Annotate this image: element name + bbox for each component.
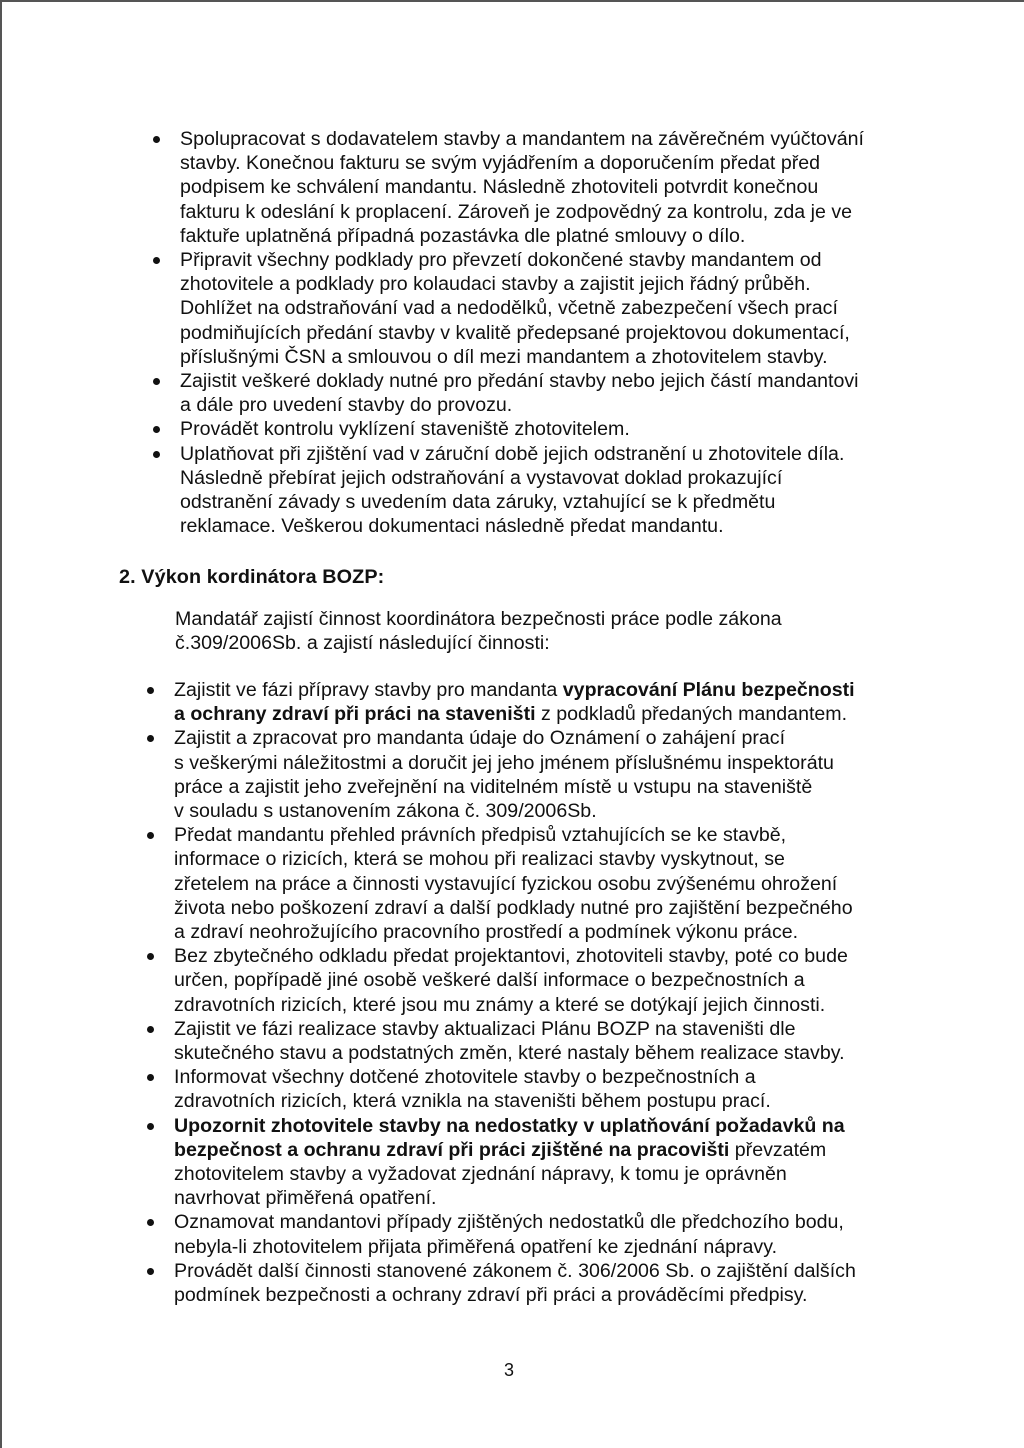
- bullet-icon: [147, 735, 154, 742]
- list-item-line: reklamace. Veškerou dokumentaci následně předat mandantu.: [180, 515, 724, 538]
- list-item-line: podpisem ke schválení mandantu. Následně zhotoviteli potvrdit konečnou: [180, 176, 819, 199]
- list-item-line: [174, 1186, 914, 1210]
- section-heading: 2. Výkon kordinátora BOZP:: [119, 566, 385, 588]
- bullet-icon: [147, 1123, 154, 1130]
- text-segment: nebyla-li zhotovitelem přijata přiměřená opatření ke zjednání nápravy.: [174, 1235, 778, 1258]
- text-segment: Zajistit ve fázi přípravy stavby pro mandanta: [174, 679, 563, 701]
- list-item-line: [174, 1065, 914, 1089]
- list-item-line: [174, 1259, 914, 1283]
- intro-line: Mandatář zajistí činnost koordinátora bezpečnosti práce podle zákona: [175, 608, 782, 630]
- list-item: [150, 417, 910, 441]
- list-item: [144, 1065, 914, 1113]
- list-item-line: Dohlížet na odstraňování vad a nedodělků, včetně zabezpečení všech prací: [180, 297, 838, 320]
- text-segment: Provádět další činnosti stanovené zákonem č. 306/2006 Sb. o zajištění dalších: [174, 1259, 856, 1282]
- list-item-line: [174, 920, 914, 944]
- text-segment: s veškerými náležitostmi a doručit jej jeho jménem příslušnému inspektorátu: [174, 751, 834, 774]
- list-item-line: [174, 1138, 914, 1162]
- text-segment: navrhovat přiměřená opatření.: [174, 1187, 437, 1210]
- list-item-line: stavby. Konečnou fakturu se svým vyjádřením a doporučením předat před: [180, 152, 821, 175]
- list-item-line: fakturu k odeslání k proplacení. Zároveň je zodpovědný za kontrolu, zda je ve: [180, 200, 853, 223]
- list-item: [144, 944, 914, 1017]
- text-segment: v souladu s ustanovením zákona č. 309/2006Sb.: [174, 800, 597, 823]
- bullet-icon: [153, 378, 160, 385]
- bold-text-segment: vypracování Plánu bezpečnosti: [562, 679, 855, 701]
- list-item: [150, 127, 910, 248]
- section-intro: [175, 607, 895, 655]
- bullet-icon: [147, 832, 154, 839]
- list-item-line: [174, 944, 914, 968]
- page-number: 3: [504, 1360, 515, 1380]
- list-item: [150, 369, 910, 417]
- bullet-icon: [147, 1268, 154, 1275]
- text-segment: zhotovitelem stavby a vyžadovat zjednání nápravy, k tomu je oprávněn: [174, 1163, 787, 1186]
- list-item-line: [174, 1162, 914, 1186]
- list-item-line: [174, 1210, 914, 1234]
- list-item-line: [174, 847, 914, 871]
- list-item: [144, 823, 914, 944]
- text-segment: z podkladů předaných mandantem.: [535, 703, 848, 726]
- text-segment: Zajistit a zpracovat pro mandanta údaje do Oznámení o zahájení prací: [174, 727, 786, 750]
- bold-text-segment: Upozornit zhotovitele stavby na nedostatky v uplatňování požadavků na: [174, 1114, 845, 1137]
- list-item: [144, 1114, 914, 1211]
- list-item-line: Následně přebírat jejich odstraňování a vystavovat doklad prokazující: [180, 466, 783, 489]
- bullet-icon: [147, 1219, 154, 1226]
- list-item-line: [174, 993, 914, 1017]
- duties-list: [150, 127, 910, 538]
- list-item-line: Spolupracovat s dodavatelem stavby a mandantem na závěrečném vyúčtování: [180, 128, 864, 150]
- text-segment: určen, popřípadě jiné osobě veškeré další informace o bezpečnostních a: [174, 969, 805, 992]
- list-item: [144, 678, 914, 726]
- list-item-line: a dále pro uvedení stavby do provozu.: [180, 394, 513, 417]
- bullet-icon: [147, 687, 154, 694]
- bullet-icon: [153, 136, 160, 143]
- list-item: [150, 442, 910, 539]
- list-item-line: Zajistit veškeré doklady nutné pro předání stavby nebo jejich částí mandantovi: [180, 370, 859, 393]
- list-item-line: příslušnými ČSN a smlouvou o díl mezi mandantem a zhotovitelem stavby.: [180, 345, 828, 368]
- text-segment: podmínek bezpečnosti a ochrany zdraví při práci a prováděcími předpisy.: [174, 1284, 808, 1307]
- text-segment: zdravotních rizicích, která vznikla na staveništi během postupu prací.: [174, 1090, 771, 1113]
- list-item-line: [174, 726, 914, 750]
- text-segment: Předat mandantu přehled právních předpisů vztahujících se ke stavbě,: [174, 824, 787, 847]
- bullet-icon: [153, 451, 160, 458]
- text-segment: práce a zajistit jeho zveřejnění na viditelném místě u vstupu na staveniště: [174, 775, 813, 798]
- list-item-line: [174, 1235, 914, 1259]
- bold-text-segment: bezpečnost a ochranu zdraví při práci zjištěné na pracovišti: [174, 1138, 730, 1161]
- list-item-line: [174, 1017, 914, 1041]
- list-item-line: [174, 678, 914, 702]
- bozp-duties-list: [144, 678, 914, 1307]
- list-item-line: odstranění závady s uvedením data záruky, vztahující se k předmětu: [180, 491, 776, 514]
- text-segment: skutečného stavu a podstatných změn, které nastaly během realizace stavby.: [174, 1042, 845, 1065]
- list-item: [144, 1259, 914, 1307]
- bullet-icon: [147, 1026, 154, 1033]
- list-item-line: [174, 1089, 914, 1113]
- bullet-icon: [153, 257, 160, 264]
- text-segment: Oznamovat mandantovi případy zjištěných nedostatků dle předchozího bodu,: [174, 1211, 844, 1234]
- list-item-line: [174, 823, 914, 847]
- list-item: [150, 248, 910, 369]
- text-segment: Informovat všechny dotčené zhotovitele stavby o bezpečnostních a: [174, 1066, 756, 1089]
- text-segment: a zdraví neohrožujícího pracovního prostředí a podmínek výkonu práce.: [174, 921, 799, 944]
- list-item-line: faktuře uplatněná případná pozastávka dle platné smlouvy o dílo.: [180, 224, 746, 247]
- list-item-line: Provádět kontrolu vyklízení staveniště zhotovitelem.: [180, 418, 630, 441]
- bullet-icon: [147, 953, 154, 960]
- text-segment: života nebo poškození zdraví a další podklady nutné pro zajištění bezpečného: [174, 896, 853, 919]
- text-segment: Bez zbytečného odkladu předat projektantovi, zhotoviteli stavby, poté co bude: [174, 945, 848, 968]
- text-segment: zřetelem na práce a činnosti vystavující fyzickou osobu zvýšenému ohrožení: [174, 872, 838, 895]
- list-item-line: podmiňujících předání stavby v kvalitě předepsané projektovou dokumentací,: [180, 321, 850, 344]
- list-item: [144, 1210, 914, 1258]
- bullet-icon: [147, 1074, 154, 1081]
- list-item-line: [174, 968, 914, 992]
- list-item-line: [174, 872, 914, 896]
- text-segment: převzatém: [729, 1138, 827, 1161]
- text-segment: informace o rizicích, která se mohou při realizaci stavby vyskytnout, se: [174, 848, 785, 871]
- list-item-line: [174, 1041, 914, 1065]
- list-item: [144, 1017, 914, 1065]
- text-segment: zdravotních rizicích, které jsou mu známy a které se dotýkají jejich činnosti.: [174, 993, 826, 1016]
- list-item-line: [174, 896, 914, 920]
- list-item-line: Uplatňovat při zjištění vad v záruční době jejich odstranění u zhotovitele díla.: [180, 442, 845, 465]
- bold-text-segment: a ochrany zdraví při práci na staveništi: [174, 703, 536, 726]
- list-item-line: [174, 751, 914, 775]
- list-item-line: [174, 1283, 914, 1307]
- list-item-line: [174, 775, 914, 799]
- intro-line: č.309/2006Sb. a zajistí následující činnosti:: [175, 632, 550, 655]
- text-segment: Zajistit ve fázi realizace stavby aktualizaci Plánu BOZP na staveništi dle: [174, 1017, 796, 1040]
- list-item-line: Připravit všechny podklady pro převzetí dokončené stavby mandantem od: [180, 249, 822, 272]
- list-item-line: [174, 799, 914, 823]
- list-item-line: zhotovitele a podklady pro kolaudaci stavby a zajistit jejich řádný průběh.: [180, 273, 811, 296]
- list-item: [144, 726, 914, 823]
- bullet-icon: [153, 426, 160, 433]
- list-item-line: [174, 702, 914, 726]
- list-item-line: [174, 1114, 914, 1138]
